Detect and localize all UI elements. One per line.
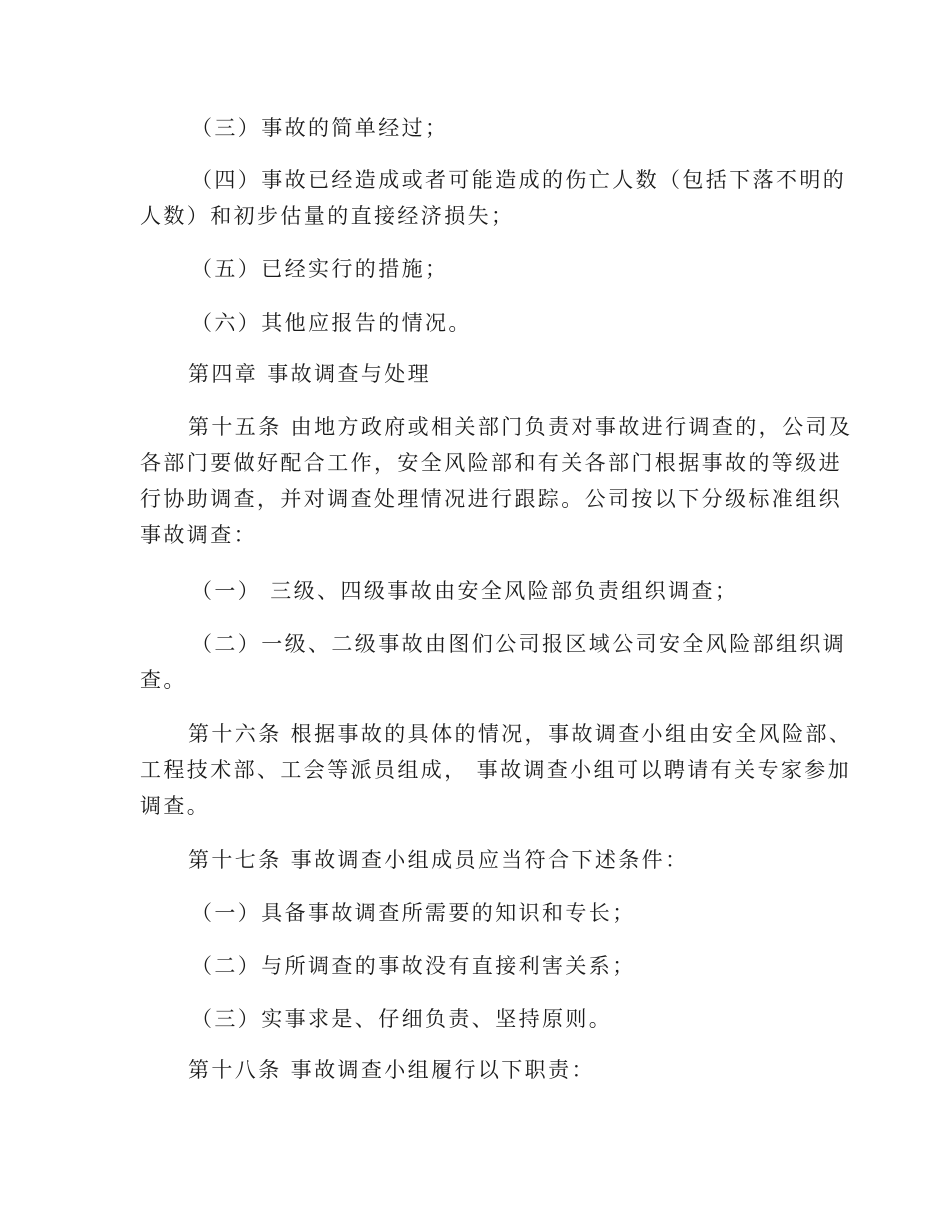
paragraph-article-17-item-2 (140, 948, 808, 984)
paragraph-item-4-casualties (140, 162, 847, 234)
paragraph-article-15 (140, 409, 853, 553)
text-line: 第十八条 事故调查小组履行以下职责： (188, 1058, 595, 1082)
paragraph-item-3-brief-process (140, 110, 808, 146)
text-line: 第四章 事故调查与处理 (188, 362, 432, 386)
text-line: 事故调查： (140, 523, 257, 547)
text-line: （三）实事求是、仔细负责、坚持原则。 (191, 1007, 613, 1031)
text-line: （五）已经实行的措施； (191, 257, 449, 281)
paragraph-article-15-item-1 (140, 573, 808, 609)
text-line: （二）一级、二级事故由图们公司报区域公司安全风险部组织调 (191, 632, 847, 656)
text-line: 各部门要做好配合工作，安全风险部和有关各部门根据事故的等级进 (140, 451, 842, 475)
text-line: （六）其他应报告的情况。 (191, 311, 472, 335)
paragraph-article-17-item-1 (140, 895, 808, 931)
text-line: 第十六条 根据事故的具体的情况，事故调查小组由安全风险部、 (188, 722, 853, 746)
paragraph-item-6-other (140, 305, 808, 341)
text-line: 行协助调查，并对调查处理情况进行跟踪。公司按以下分级标准组织 (140, 487, 842, 511)
paragraph-article-16 (140, 716, 853, 824)
text-line: 查。 (140, 668, 187, 692)
paragraph-item-5-measures (140, 251, 808, 287)
paragraph-article-17 (140, 842, 808, 878)
text-line: 调查。 (140, 794, 211, 818)
text-line: （三）事故的简单经过； (191, 116, 449, 140)
text-line: （四）事故已经造成或者可能造成的伤亡人数（包括下落不明的 (191, 168, 847, 192)
text-line: 第十五条 由地方政府或相关部门负责对事故进行调查的，公司及 (188, 415, 853, 439)
paragraph-article-18 (140, 1052, 808, 1088)
text-line: 第十七条 事故调查小组成员应当符合下述条件： (188, 848, 689, 872)
paragraph-article-15-item-2 (140, 626, 847, 698)
text-line: （一）具备事故调查所需要的知识和专长； (191, 901, 636, 925)
text-line: （一） 三级、四级事故由安全风险部负责组织调查； (191, 579, 739, 603)
text-line: （二）与所调查的事故没有直接利害关系； (191, 954, 636, 978)
paragraph-article-17-item-3 (140, 1001, 808, 1037)
chapter-4-heading (140, 356, 808, 392)
text-line: 人数）和初步估量的直接经济损失； (140, 204, 515, 228)
text-line: 工程技术部、工会等派员组成， 事故调查小组可以聘请有关专家参加 (140, 758, 852, 782)
